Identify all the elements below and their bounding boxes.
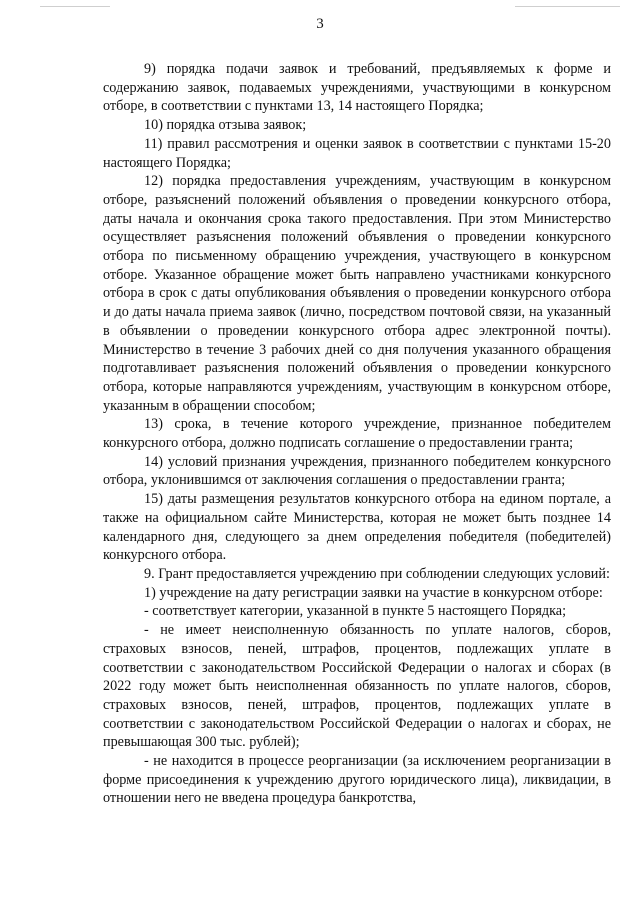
list-item-14: 14) условий признания учреждения, признанного победителем конкурсного отбора, уклонившимся от заключения соглашения о предоставлении гранта; [103, 453, 611, 489]
condition-1-paragraph: 1) учреждение на дату регистрации заявки на участие в конкурсном отборе: [144, 584, 603, 601]
list-item-15: 15) даты размещения результатов конкурсного отбора на едином портале, а также на официальном сайте Министерства, которая не может быть позднее 14 календарного дня, следующего за днем определения победителя (победителей) конкурсного отбора. [103, 491, 611, 564]
page-number: 3 [316, 16, 324, 32]
bullet-category: - соответствует категории, указанной в пункте 5 настоящего Порядка; [144, 603, 567, 620]
list-item-12: 12) порядка предоставления учреждениям, участвующим в конкурсном отборе, разъяснений положений объявления о проведении конкурсного отбора, даты начала и окончания срока такого предоставления. При этом Министерство осуществляет разъяснения положений объявления о проведении конкурсного отбора по письменному обращению учреждения, участвующего в конкурсном отборе. Указанное обращение может быть направлено участниками конкурсного отбора в срок с даты опубликования объявления о проведении конкурсного отбора и до даты начала приема заявок (лично, посредством почтовой связи, на указанный в объявлении о проведении конкурсного отбора адрес электронной почты). Министерство в течение 3 рабочих дней со дня получения указанного обращения подготавливает разъяснения положений объявления о проведении конкурсного отбора, которые направляются учреждениям, участвующим в конкурсном отборе, указанным в обращении способом; [103, 173, 611, 414]
bullet-reorganization: - не находится в процессе реорганизации (за исключением реорганизации в форме присоединения к учреждению другого юридического лица), ликвидации, в отношении него не введена процедура банкротства, [103, 753, 611, 807]
list-item-13: 13) срока, в течение которого учреждение, признанное победителем конкурсного отбора, должно подписать соглашение о предоставлении гранта; [103, 416, 611, 452]
list-item-11: 11) правил рассмотрения и оценки заявок в соответствии с пунктами 15-20 настоящего Порядка; [103, 135, 611, 171]
bullet-taxes: - не имеет неисполненную обязанность по уплате налогов, сборов, страховых взносов, пеней, штрафов, процентов, подлежащих уплате в соответствии с законодательством Российской Федерации о налогах и сборах (в 2022 году может быть неисполненная обязанность по уплате налогов, сборов, страховых взносов, пеней, штрафов, процентов, подлежащих уплате в соответствии с законодательством Российской Федерации о налогах и сборах, не превышающая 300 тыс. рублей); [103, 622, 611, 751]
list-item-10: 10) порядка отзыва заявок; [144, 117, 307, 134]
section-9-paragraph: 9. Грант предоставляется учреждению при соблюдении следующих условий: [144, 565, 610, 582]
scan-artifact [515, 6, 620, 7]
list-item-9: 9) порядка подачи заявок и требований, предъявляемых к форме и содержанию заявок, подаваемых учреждениями, участвующими в конкурсном отборе, в соответствии с пунктами 13, 14 настоящего Порядка; [103, 61, 611, 115]
document-body [103, 60, 611, 808]
scan-artifact [40, 6, 110, 7]
